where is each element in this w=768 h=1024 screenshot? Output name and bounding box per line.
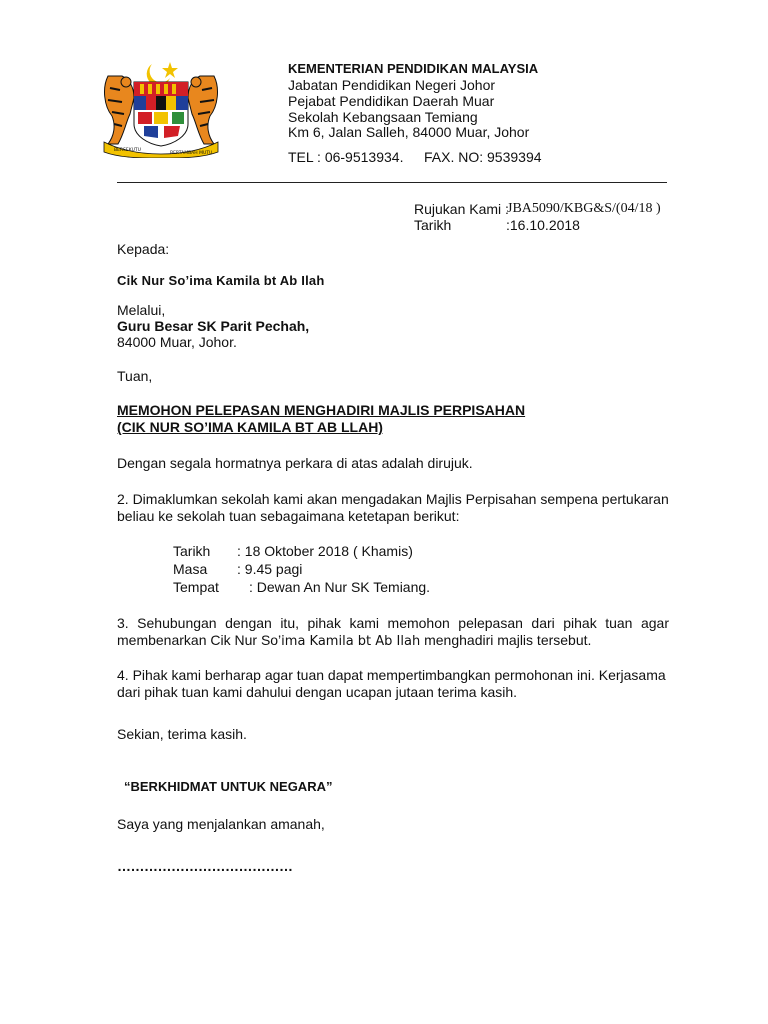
p3-part-c: menghadiri majlis tersebut. [420,632,592,648]
detail-value: : 18 Oktober 2018 ( Khamis) [237,543,413,559]
scroll-left-text: BERSEKUTU [114,148,141,153]
reference-number: JBA5090/KBG&S/(04/18 ) [507,201,661,216]
date-label: Tarikh [414,217,452,233]
p3-part-a: membenarkan Cik Nur So’ [117,632,282,648]
coat-of-arms-emblem [100,58,222,158]
p3-name: ima Kamila bt Ab Ilah [281,634,421,649]
district-office: Pejabat Pendidikan Daerah Muar [288,93,495,109]
closing-thanks: Sekian, terima kasih. [117,726,247,742]
signature-line: ………………………………… [117,858,293,874]
detail-label: Tarikh [173,543,211,559]
melalui-label: Melalui, [117,302,166,318]
paragraph-1: Dengan segala hormatnya perkara di atas adalah dirujuk. [117,455,473,471]
detail-row-tarikh [173,543,413,559]
star-icon [162,62,178,78]
subject-line-1: MEMOHON PELEPASAN MENGHADIRI MAJLIS PERPISAHAN [117,402,526,418]
detail-label: Masa [173,561,208,577]
state-department: Jabatan Pendidikan Negeri Johor [288,77,496,93]
reference-label: Rujukan Kami : [414,201,509,217]
school-address: Km 6, Jalan Salleh, 84000 Muar, Johor [288,124,530,140]
closing-amanah: Saya yang menjalankan amanah, [117,816,325,832]
scroll-right-text: BERTAMBAH MUTU [170,151,213,156]
ministry-name: KEMENTERIAN PENDIDIKAN MALAYSIA [288,61,539,76]
recipient-name: Cik Nur So’ima Kamila bt Ab Ilah [117,273,325,288]
via-address: 84000 Muar, Johor. [117,334,237,350]
subject-line-2: (CIK NUR SO’IMA KAMILA BT AB LLAH) [117,419,383,435]
school-name: Sekolah Kebangsaan Temiang [288,109,478,125]
detail-row-tempat [173,579,430,595]
letterhead-divider [117,182,667,183]
paragraph-2-line-1: 2. Dimaklumkan sekolah kami akan mengadakan Majlis Perpisahan sempena pertukaran [117,491,669,507]
left-tiger-icon [105,76,134,144]
fax-number: FAX. NO: 9539394 [424,149,542,165]
paragraph-3-line-1: 3. Sehubungan dengan itu, pihak kami memohon pelepasan dari pihak tuan agar [117,615,669,631]
shield-icon [134,82,188,146]
paragraph-4-line-2: dari pihak tuan kami dahului dengan ucapan jutaan terima kasih. [117,684,518,700]
paragraph-4-line-1: 4. Pihak kami berharap agar tuan dapat mempertimbangkan permohonan ini. Kerjasama [117,667,666,683]
salutation: Tuan, [117,368,153,384]
detail-label: Tempat [173,579,219,595]
paragraph-2-line-2: beliau ke sekolah tuan sebagaimana ketetapan berikut: [117,508,460,524]
telephone-number: TEL : 06-9513934. [288,149,404,165]
motto: “BERKHIDMAT UNTUK NEGARA” [124,779,333,794]
right-tiger-icon [188,76,217,144]
paragraph-3-line-2 [117,632,591,650]
detail-value: : 9.45 pagi [237,561,303,577]
detail-value: : Dewan An Nur SK Temiang. [249,579,431,595]
via-recipient: Guru Besar SK Parit Pechah, [117,318,310,334]
detail-row-masa [173,561,302,577]
kepada-label: Kepada: [117,241,170,257]
date-value: :16.10.2018 [506,217,580,233]
